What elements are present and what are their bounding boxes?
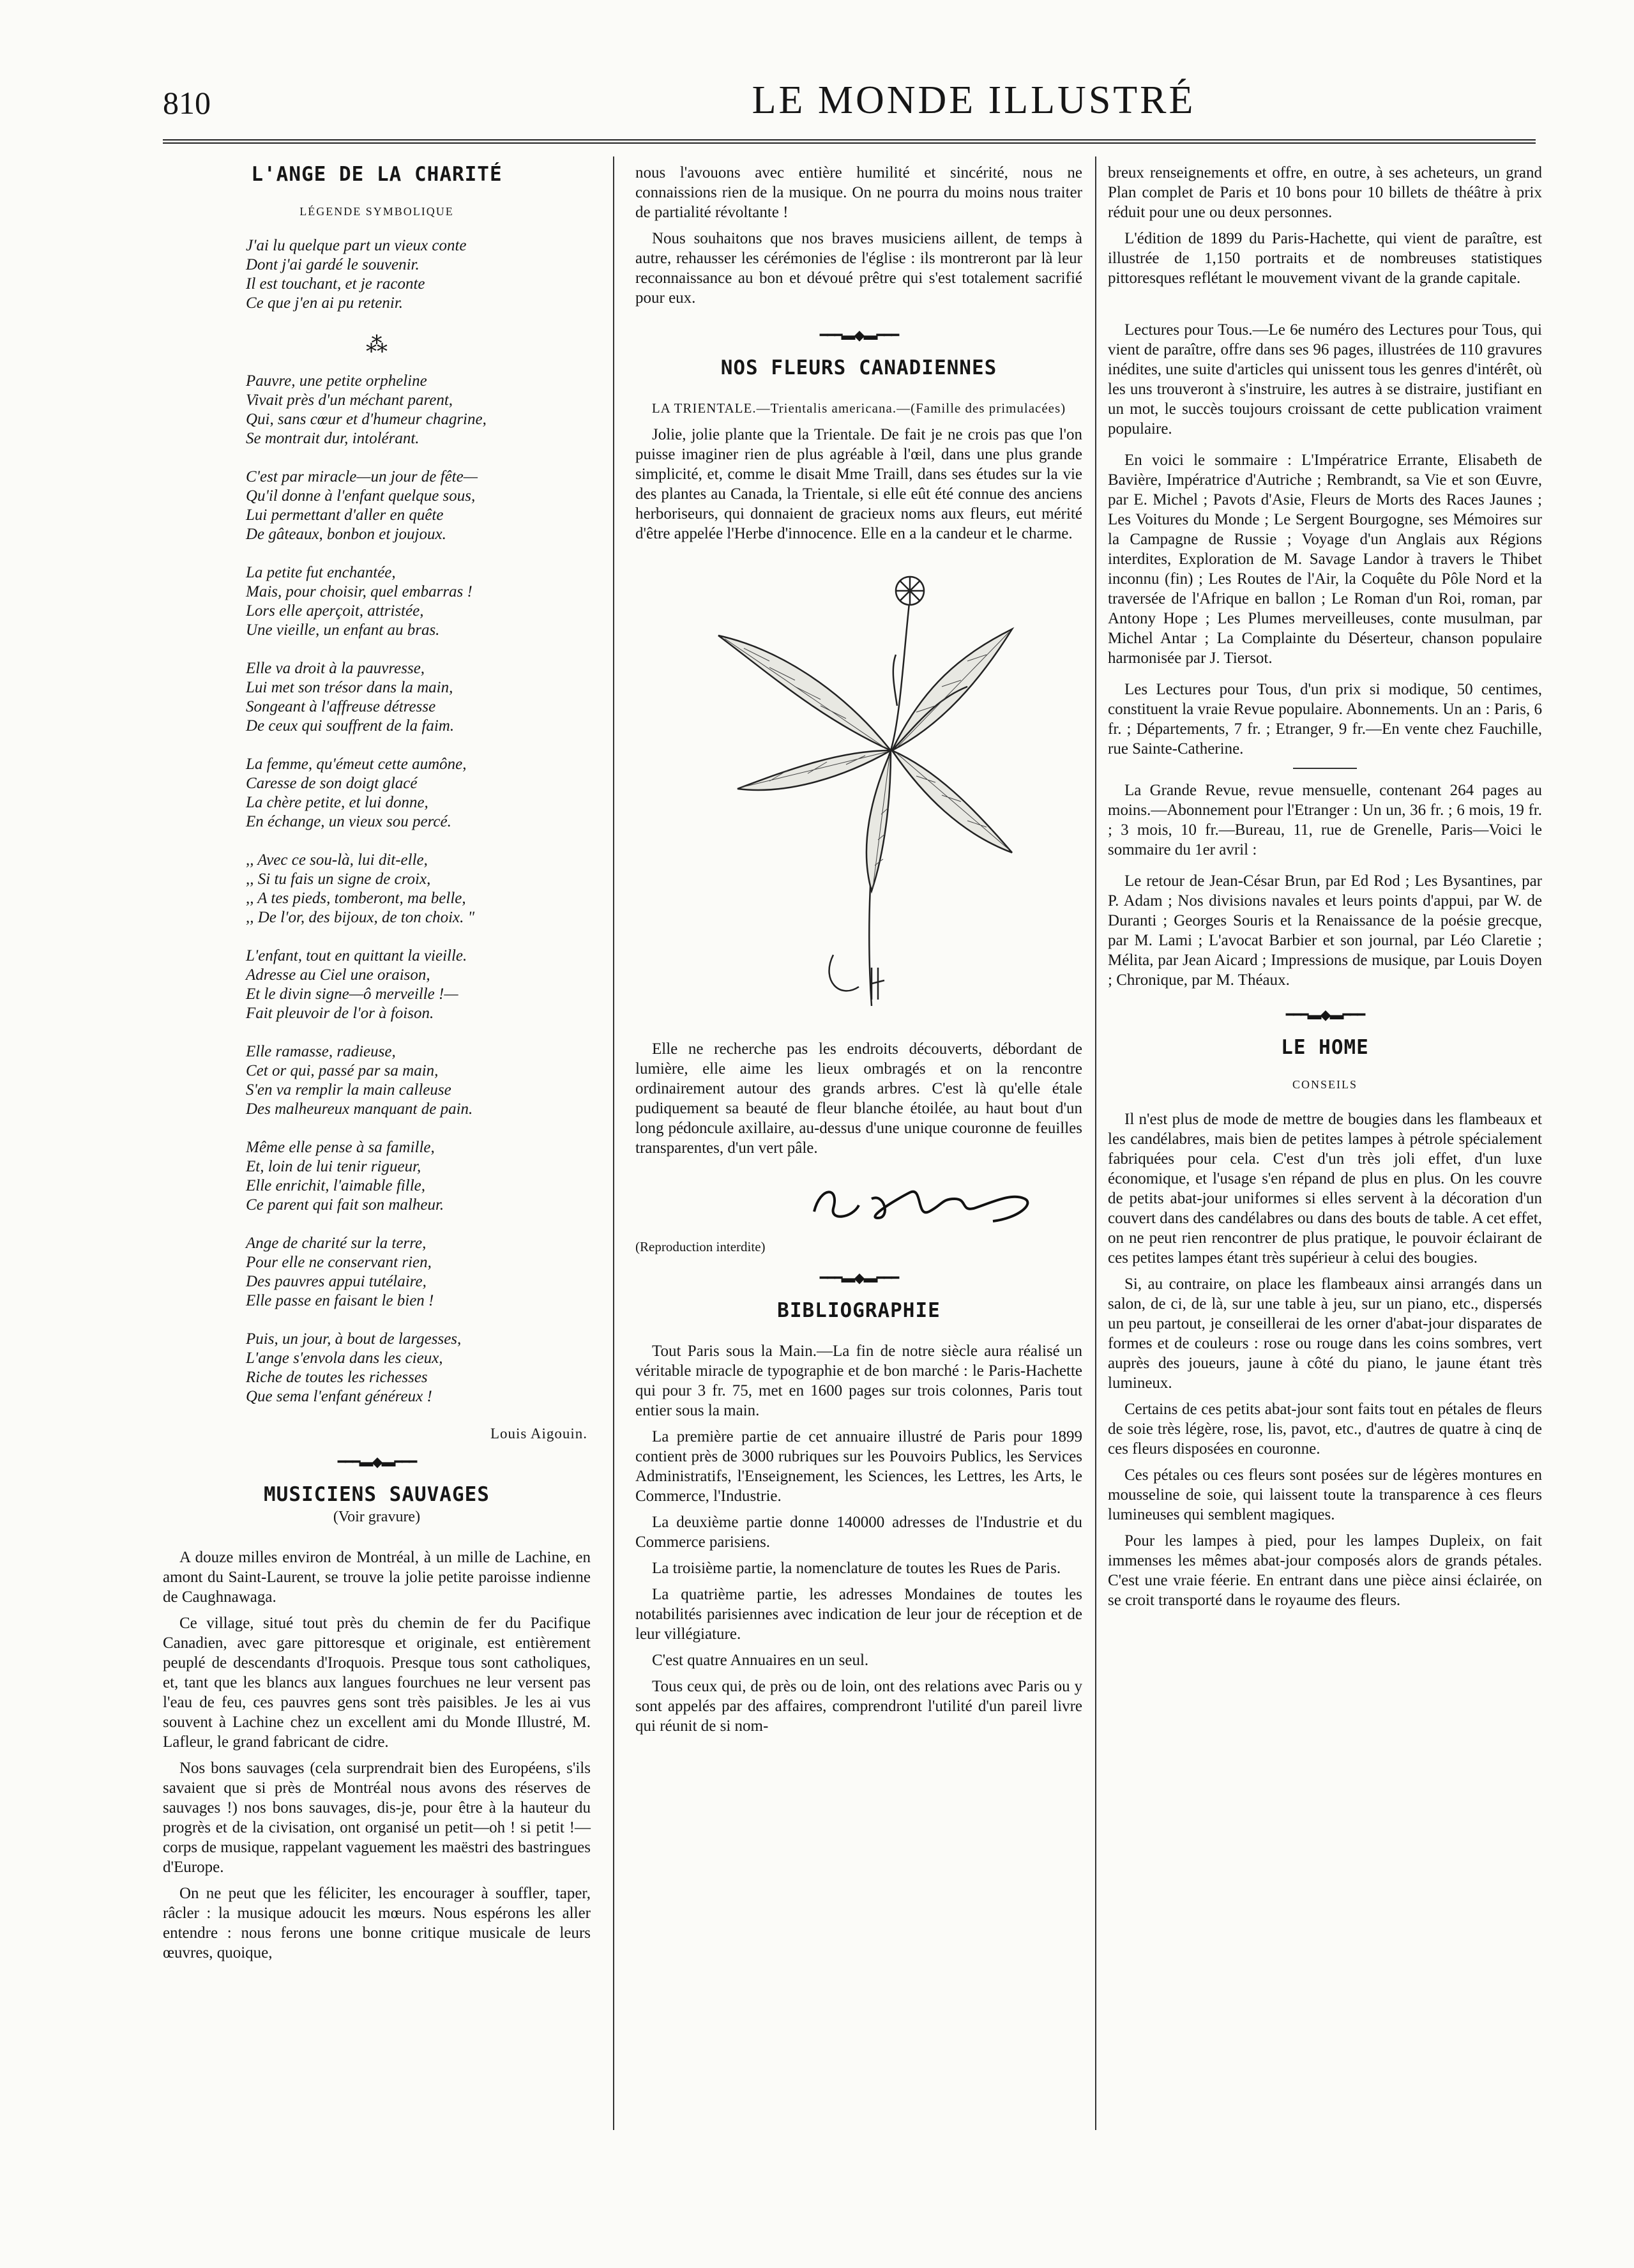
poem-line: J'ai lu quelque part un vieux conte	[246, 237, 467, 254]
poem-line: Se montrait dur, intolérant.	[246, 430, 420, 447]
poem-line: ,, Si tu fais un signe de croix,	[246, 871, 431, 888]
column-2	[635, 163, 1082, 1742]
poem-stanza	[246, 851, 591, 927]
poem-line: Caresse de son doigt glacé	[246, 775, 418, 792]
poem-stanza	[246, 1042, 591, 1119]
poem-line: Et, loin de lui tenir rigueur,	[246, 1158, 421, 1175]
paragraph: La deuxième partie donne 140000 adresses de l'Industrie et du Commerce parisiens.	[635, 1514, 1082, 1551]
poem-line: L'ange s'envola dans les cieux,	[246, 1350, 443, 1367]
poem-line: En échange, un vieux sou percé.	[246, 813, 451, 830]
paragraph: A douze milles environ de Montréal, à un mille de Lachine, en amont du Saint-Laurent, se trouve la jolie petite paroisse indienne de Caughnawaga.	[163, 1549, 591, 1606]
poem-line: Dont j'ai gardé le souvenir.	[246, 256, 420, 273]
separator-rule	[1293, 768, 1357, 769]
article-title-ange: L'ANGE DE LA CHARITÉ	[251, 163, 503, 186]
poem-line: Ce que j'en ai pu retenir.	[246, 294, 404, 312]
poem-line: Une vieille, un enfant au bras.	[246, 621, 440, 639]
poem-line: ,, De l'or, des bijoux, de ton choix. "	[246, 909, 475, 926]
poem-line: Il est touchant, et je raconte	[246, 275, 425, 293]
poem-line: C'est par miracle—un jour de fête—	[246, 468, 478, 485]
paragraph: Jolie, jolie plante que la Trientale. De fait je ne crois pas que l'on puisse imaginer rien de plus agréable à l'œil, dans une plus grande simplicité, et, comme le disait Mme Traill, dans ses études sur la vie des plantes au Canada, la Trientale, si elle eût été connue des anciens herboriseurs, qui donnaient de gracieux noms aux fleurs, eut mérité d'être appelée l'Herbe d'innocence. Elle en a la candeur et le charme.	[635, 426, 1082, 542]
fleuron-ornament: ━━━▬◆▬━━━	[819, 327, 898, 343]
poem-line: ,, Avec ce sou-là, lui dit-elle,	[246, 851, 428, 869]
fleuron-ornament: ━━━▬◆▬━━━	[337, 1454, 416, 1470]
article-subtitle: CONSEILS	[1292, 1078, 1358, 1091]
poem-stanza	[246, 563, 591, 640]
poem-line: Qui, sans cœur et d'humeur chagrine,	[246, 411, 487, 428]
paragraph: Il n'est plus de mode de mettre de bougies dans les flambeaux et les candélabres, mais bien de petites lampes à pétrole spécialement fabriquées pour cela. C'est d'un très joli effet, d'un luxe économique, et l'usage s'en répand de plus en plus. On les couvre de petits abat-jour uniformes si elles servent à la décoration d'un couvert dans des candélabres ou dans des bouts de table. A cet effet, on ne peut rien rencontrer de plus pratique, le pouvoir éclairant de ces petites lampes étant très supérieur à celui des bougies.	[1108, 1111, 1542, 1267]
article-title-home: LE HOME	[1281, 1036, 1369, 1059]
paragraph: Les Lectures pour Tous, d'un prix si modique, 50 centimes, constituent la vraie Revue populaire. Abonnements. Un an : Paris, 6 fr. ; Départements, 7 fr. ; Etranger, 9 fr.—En vente chez Fauchille, rue Sainte-Catherine.	[1108, 681, 1542, 757]
poem-line: Riche de toutes les richesses	[246, 1369, 428, 1386]
poem-line: De ceux qui souffrent de la faim.	[246, 717, 455, 734]
poem-line: Et le divin signe—ô merveille !—	[246, 986, 458, 1003]
column-3	[1108, 163, 1542, 1617]
poem-stanza	[246, 1138, 591, 1215]
poem-line: Même elle pense à sa famille,	[246, 1139, 435, 1156]
poem-author: Louis Aigouin.	[490, 1426, 587, 1442]
poem-line: Vivait près d'un méchant parent,	[246, 392, 453, 409]
poem-line: Qu'il donne à l'enfant quelque sous,	[246, 487, 476, 505]
article-body-bibliographie	[635, 1341, 1082, 1736]
poem-line: La chère petite, et lui donne,	[246, 794, 428, 811]
paragraph: On ne peut que les féliciter, les encourager à souffler, taper, râcler : la musique adoucit les mœurs. Nous espérons les aller entendre : nous ferons une bonne critique musicale de leurs œuvres, quoique,	[163, 1885, 591, 1961]
poem-stanzas	[246, 372, 591, 1406]
paragraph: Nous souhaitons que nos braves musiciens aillent, de temps à autre, rehausser les cérémonies de l'église : ils montreront par là leur reconnaissance au bon et dévoué prêtre qui s'est totalement sacrifié pour eux.	[635, 230, 1082, 307]
column-1	[163, 163, 591, 1969]
paragraph: Pour les lampes à pied, pour les lampes Dupleix, on fait immenses les mêmes abat-jour composés alors de grands pétales. C'est une vraie féerie. En entrant dans une pièce ainsi éclairée, on se croit transporté dans le royaume des fleurs.	[1108, 1532, 1542, 1609]
spacer	[1108, 294, 1542, 320]
paragraph: Elle ne recherche pas les endroits découverts, débordant de lumière, elle aime les lieux ombragés et on la rencontre ordinairement autour des grands arbres. C'est là qu'elle étale pudiquement sa beauté de fleur blanche étoilée, au haut bout d'un long pédoncule axillaire, au-dessus d'une unique couronne de feuilles transparentes, d'un vert pâle.	[635, 1040, 1082, 1157]
poem-stanza	[246, 468, 591, 544]
article-subtitle: (Voir gravure)	[333, 1509, 421, 1525]
poem-line: Songeant à l'affreuse détresse	[246, 698, 436, 715]
article-lead: LA TRIENTALE.—Trientalis americana.—(Famille des primulacées)	[651, 400, 1066, 416]
poem-line: La petite fut enchantée,	[246, 564, 396, 581]
poem-line: Cet or qui, passé par sa main,	[246, 1062, 439, 1079]
poem-line: Elle ramasse, radieuse,	[246, 1043, 396, 1060]
poem-line: ,, A tes pieds, tomberont, ma belle,	[246, 890, 466, 907]
paragraph: Ces pétales ou ces fleurs sont posées sur de légères montures en mousseline de soie, qui laissent toute la transparence à ces fleurs lumineuses qui semblent magiques.	[1108, 1466, 1542, 1523]
trientale-illustration	[680, 559, 1038, 1019]
article-title-musiciens: MUSICIENS SAUVAGES	[264, 1483, 490, 1506]
paragraph: L'édition de 1899 du Paris-Hachette, qui vient de paraître, est illustrée de 1,150 portraits et de nombreuses statistiques pittoresques reflétant le mouvement vivant de la grande capitale.	[1108, 230, 1542, 287]
paragraph: nous l'avouons avec entière humilité et sincérité, nous ne connaissions rien de la musique. On ne pourra du moins nous traiter de partialité révoltante !	[635, 164, 1082, 221]
poem-line: Ce parent qui fait son malheur.	[246, 1196, 444, 1214]
article-body-home	[1108, 1109, 1542, 1610]
poem-line: Elle passe en faisant le bien !	[246, 1292, 434, 1309]
poem-line: Que sema l'enfant généreux !	[246, 1388, 432, 1405]
poem-line: Des malheureux manquant de pain.	[246, 1100, 473, 1118]
header-rule	[163, 139, 1536, 144]
masthead: LE MONDE ILLUSTRÉ	[752, 79, 1196, 122]
column-divider	[613, 156, 614, 2130]
paragraph: Ce village, situé tout près du chemin de fer du Pacifique Canadien, avec gare pittoresque et originale, est entièrement peuplé de descendants d'Iroquois. Presque tous sont catholiques, et, tant que les blancs aux langues fourchues ne leur versent pas l'eau de feu, ces pauvres gens sont très paisibles. Je les ai vus souvent à Lachine chez un excellent ami du Monde Illustré, M. Lafleur, le grand fabricant de cidre.	[163, 1615, 591, 1751]
poem-line: Adresse au Ciel une oraison,	[246, 966, 430, 984]
paragraph: La troisième partie, la nomenclature de toutes les Rues de Paris.	[652, 1560, 1061, 1577]
paragraph: breux renseignements et offre, en outre, à ses acheteurs, un grand Plan complet de Paris et 10 bons pour 10 billets de théâtre à prix réduit pour une ou deux personnes.	[1108, 164, 1542, 221]
paragraph: La première partie de cet annuaire illustré de Paris pour 1899 contient près de 3000 rubriques sur les Pouvoirs Publics, les Services Administratifs, l'Enseignement, les Sciences, les Lettres, les Arts, le Commerce, l'Industrie.	[635, 1428, 1082, 1505]
paragraph: Tout Paris sous la Main.—La fin de notre siècle aura réalisé un véritable miracle de typographie et de bon marché : le Paris-Hachette qui pour 3 fr. 75, met en 1600 pages sur trois colonnes, Paris tout entier sous la main.	[635, 1343, 1082, 1419]
poem-line: Lui met son trésor dans la main,	[246, 679, 453, 696]
poem-stanza	[246, 659, 591, 736]
poem-stanza	[246, 1330, 591, 1406]
poem-line: La femme, qu'émeut cette aumône,	[246, 756, 467, 773]
paragraph: Certains de ces petits abat-jour sont faits tout en pétales de fleurs de soie très légère, rose, lis, pavot, etc., d'autres de quatre à cinq de ces fleurs disposées en couronne.	[1108, 1401, 1542, 1457]
poem-line: Pauvre, une petite orpheline	[246, 372, 427, 390]
poem-stanza	[246, 372, 591, 448]
paragraph: En voici le sommaire : L'Impératrice Errante, Elisabeth de Bavière, Impératrice d'Autriche ; Rembrandt, sa Vie et son Œuvre, par E. Michel ; Pavots d'Asie, Fleurs de Morts des Races Jaunes ; Les Voitures du Monde ; Le Sergent Bourgogne, ses Mémoires sur la Campagne de Russie ; Voyage d'un Anglais aux Régions interdites, Exploration de M. Savage Landor à travers le Thibet inconnu (fin) ; Les Routes de l'Air, la Coquête du Pôle Nord et la traversée de l'Afrique en ballon ; Le Roman d'un Roi, roman, par Antony Hope ; Les Plumes merveilleuses, conte musulman, par Michel Antar ; La Complainte du Déserteur, chanson populaire harmonisée par J. Tiersot.	[1108, 452, 1542, 667]
paragraph: La Grande Revue, revue mensuelle, contenant 264 pages au moins.—Abonnement pour l'Etranger : Un un, 36 fr. ; 6 mois, 19 fr. ; 3 mois, 10 fr.—Bureau, 11, rue de Grenelle, Paris—Voici le sommaire du 1er avril :	[1108, 782, 1542, 858]
poem-line: Elle va droit à la pauvresse,	[246, 660, 425, 677]
article-body-musiciens	[163, 1548, 591, 1963]
poem-intro	[246, 236, 591, 313]
poem	[246, 236, 591, 313]
poem-line: Lui permettant d'aller en quête	[246, 506, 444, 524]
paragraph: La quatrième partie, les adresses Mondaines de toutes les notabilités parisiennes avec indication de leur jour de réception et de leur villégiature.	[635, 1586, 1082, 1643]
poem-line: De gâteaux, bonbon et joujoux.	[246, 526, 446, 543]
article-title-bibliographie: BIBLIOGRAPHIE	[777, 1299, 941, 1322]
poem-line: Des pauvres appui tutélaire,	[246, 1273, 427, 1290]
paragraph: Si, au contraire, on place les flambeaux ainsi arrangés dans un salon, de ci, de là, sur une table à jeu, sur un piano, etc., dispersés un peu partout, je conseillerai de les orner d'abat-jour disparates de formes et de couleurs : rose ou rouge dans les coins sombres, vert auprès des joueurs, jaune à côté du piano, le jaune étant très lumineux.	[1108, 1275, 1542, 1392]
poem-line: Mais, pour choisir, quel embarras !	[246, 583, 473, 600]
poem-stanza	[246, 755, 591, 832]
poem-stanza	[246, 947, 591, 1023]
asterism: ⁂	[366, 333, 388, 357]
paragraph: Lectures pour Tous.—Le 6e numéro des Lectures pour Tous, qui vient de paraître, offre dans ses 96 pages, illustrées de 110 gravures inédites, une suite d'articles qui unissent tous les genres d'intérêt, où les uns trouveront à s'instruire, les autres à se distraire, justifiant en un mot, le succès toujours croissant de cette publication vraiment populaire.	[1108, 321, 1542, 438]
fleuron-ornament: ━━━▬◆▬━━━	[819, 1270, 898, 1286]
poem-line: L'enfant, tout en quittant la vieille.	[246, 947, 467, 964]
poem-line: Elle enrichit, l'aimable fille,	[246, 1177, 425, 1194]
article-subtitle: LÉGENDE SYMBOLIQUE	[299, 205, 454, 218]
poem-line: Puis, un jour, à bout de largesses,	[246, 1330, 462, 1348]
article-title-fleurs: NOS FLEURS CANADIENNES	[720, 356, 997, 379]
poem-line: Ange de charité sur la terre,	[246, 1235, 427, 1252]
page-number: 810	[163, 85, 211, 121]
poem-stanza	[246, 1234, 591, 1311]
reproduction-notice: (Reproduction interdite)	[635, 1239, 766, 1254]
poem-line: Fait pleuvoir de l'or à foison.	[246, 1005, 434, 1022]
fleuron-ornament: ━━━▬◆▬━━━	[1285, 1007, 1365, 1023]
paragraph: Nos bons sauvages (cela surprendrait bien des Européens, s'ils savaient que si près de Montréal nous avons des réserves de sauvages !) nos bons sauvages, dis-je, pour être à la hauteur du progrès et de la civisation, ont organisé un petit—oh ! si petit !—corps de musique, rappelant vaguement les maëstri des bastringues d'Europe.	[163, 1760, 591, 1876]
column-divider	[1095, 156, 1096, 2130]
poem-line: S'en va remplir la main calleuse	[246, 1081, 451, 1099]
massicotte-signature	[801, 1173, 1044, 1231]
paragraph: C'est quatre Annuaires en un seul.	[652, 1652, 869, 1669]
poem-line: Lors elle aperçoit, attristée,	[246, 602, 424, 620]
paragraph: Le retour de Jean-César Brun, par Ed Rod ; Les Bysantines, par P. Adam ; Nos divisions navales et leurs points d'appui, par W. de Duranti ; Georges Souris et la Renaissance de la poésie grecque, par M. Lami ; L'avocat Barbier et son journal, par Léo Claretie ; Mélita, par Jean Aicard ; Impressions de musique, par Louis Doyen ; Chronique, par M. Théaux.	[1108, 872, 1542, 989]
poem-line: Pour elle ne conservant rien,	[246, 1254, 432, 1271]
paragraph: Tous ceux qui, de près ou de loin, ont des relations avec Paris ou y sont appelés par des affaires, comprendront l'utilité d'un pareil livre qui réunit de si nom-	[635, 1678, 1082, 1735]
